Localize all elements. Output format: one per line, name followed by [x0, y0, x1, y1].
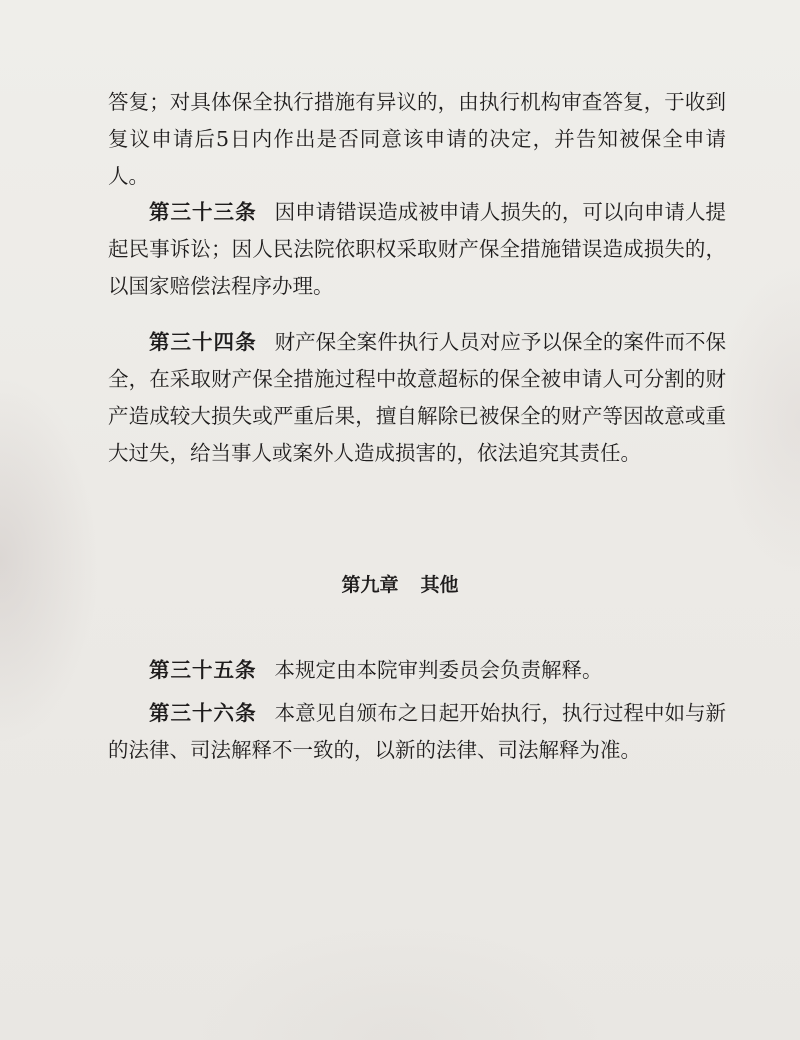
article-35-number: 第三十五条 [149, 658, 257, 682]
chapter-title: 其他 [420, 574, 459, 596]
article-36-text: 本意见自颁布之日起开始执行，执行过程中如与新的法律、司法解释不一致的，以新的法律、司法解释为准。 [108, 701, 727, 762]
article-34-text: 财产保全案件执行人员对应予以保全的案件而不保全，在采取财产保全措施过程中故意超标的保全被申请人可分割的财产造成较大损失或严重后果，擅自解除已被保全的财产等因故意或重大过失，给当事人或案外人造成损害的，依法追究其责任。 [108, 330, 727, 465]
article-34-number: 第三十四条 [149, 330, 257, 354]
article-33-number: 第三十三条 [149, 200, 257, 224]
article-35-text: 本规定由本院审判委员会负责解释。 [274, 658, 603, 682]
article-36-number: 第三十六条 [149, 701, 257, 725]
article-33-text: 因申请错误造成被申请人损失的，可以向申请人提起民事诉讼；因人民法院依职权采取财产保全措施错误造成损失的，以国家赔偿法程序办理。 [108, 200, 727, 298]
paragraph-continuation: 答复；对具体保全执行措施有异议的，由执行机构审查答复，于收到复议申请后5日内作出是否同意该申请的决定，并告知被保全申请人。 [108, 90, 726, 188]
article-36 [108, 695, 726, 769]
chapter-heading [0, 570, 800, 600]
article-35 [108, 652, 726, 689]
article-34 [108, 324, 726, 472]
article-33 [108, 194, 726, 305]
chapter-number: 第九章 [341, 574, 399, 596]
